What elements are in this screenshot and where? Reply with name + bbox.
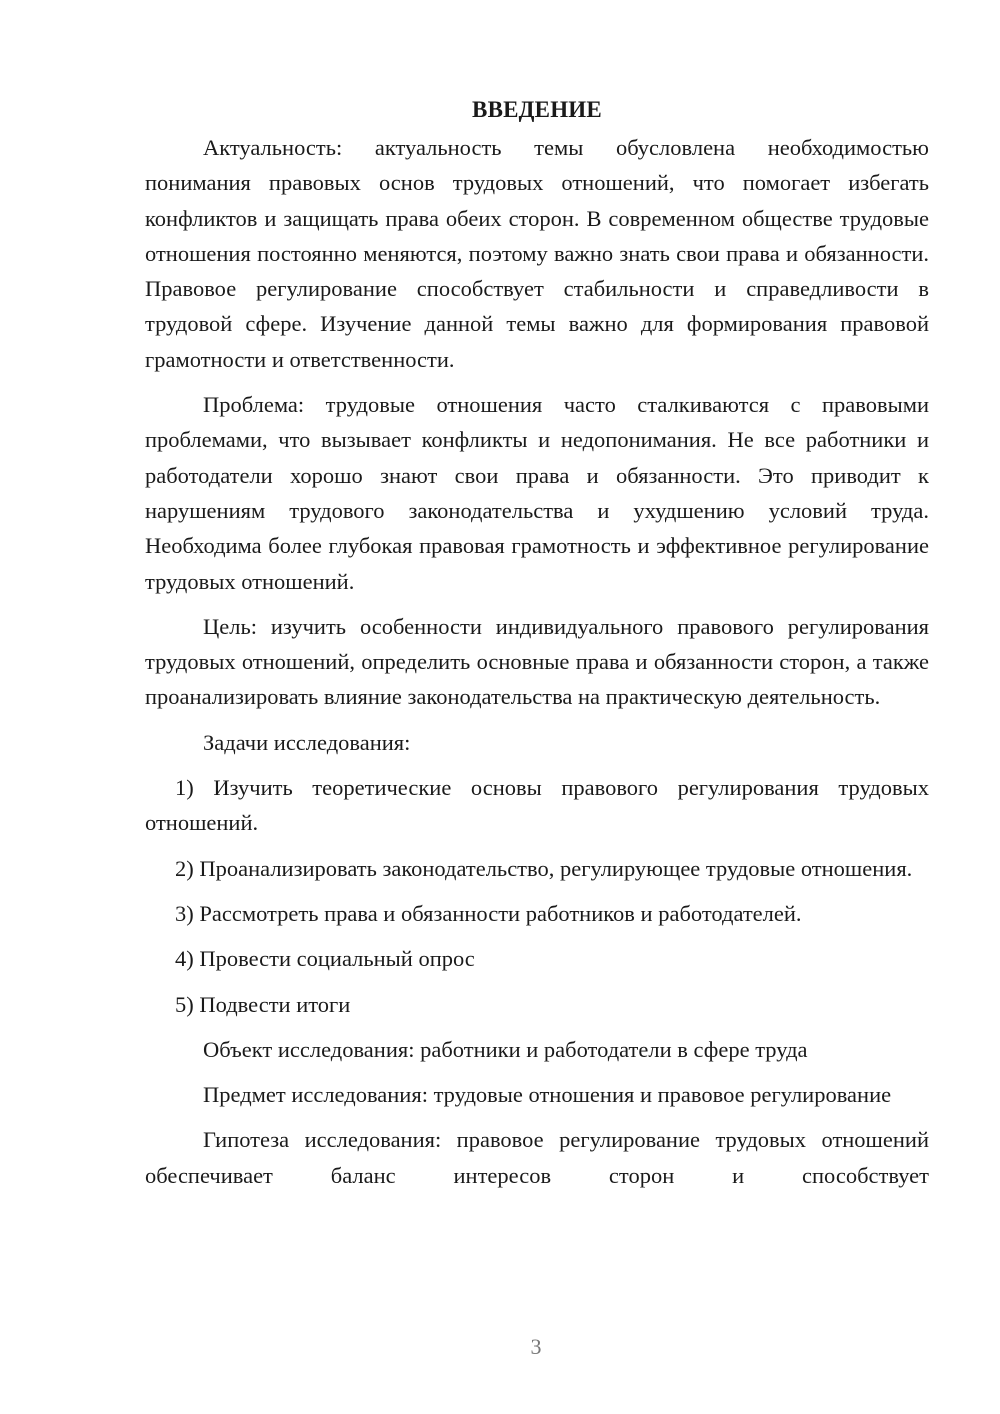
research-subject-paragraph: Предмет исследования: трудовые отношения и правовое регулирование bbox=[203, 1082, 892, 1108]
problem-paragraph: Проблема: трудовые отношения часто сталкиваются с правовыми проблемами, что вызывает конфликты и недопонимания. Не все работники и работодатели хорошо знают свои права и обязанности. Это приводит к нарушениям трудового законодательства и ухудшению условий труда. Необходима более глубокая правовая грамотность и эффективное регулирование трудовых отношений. bbox=[145, 392, 929, 594]
task-item-3: 3) Рассмотреть права и обязанности работников и работодателей. bbox=[175, 900, 802, 926]
task-item-2: 2) Проанализировать законодательство, регулирующее трудовые отношения. bbox=[175, 855, 913, 881]
goal-paragraph: Цель: изучить особенности индивидуального правового регулирования трудовых отношений, определить основные права и обязанности сторон, а также проанализировать влияние законодательства на практическую деятельность. bbox=[145, 613, 929, 710]
relevance-paragraph: Актуальность: актуальность темы обусловлена необходимостью понимания правовых основ трудовых отношений, что помогает избегать конфликтов и защищать права обеих сторон. В современном обществе трудовые отношения постоянно меняются, поэтому важно знать свои права и обязанности. Правовое регулирование способствует стабильности и справедливости в трудовой сфере. Изучение данной темы важно для формирования правовой грамотности и ответственности. bbox=[145, 135, 929, 372]
task-item-5: 5) Подвести итоги bbox=[175, 991, 351, 1017]
hypothesis-paragraph: Гипотеза исследования: правовое регулирование трудовых отношений обеспечивает баланс интересов сторон и способствует bbox=[145, 1127, 929, 1188]
document-page bbox=[145, 92, 929, 1203]
page-number: 3 bbox=[530, 1334, 542, 1359]
section-title: ВВЕДЕНИЕ bbox=[472, 97, 602, 122]
task-item-4: 4) Провести социальный опрос bbox=[175, 946, 475, 972]
research-object-paragraph: Объект исследования: работники и работодатели в сфере труда bbox=[203, 1036, 808, 1062]
tasks-heading: Задачи исследования: bbox=[203, 729, 411, 755]
task-item-1: 1) Изучить теоретические основы правового регулирования трудовых отношений. bbox=[145, 775, 929, 836]
